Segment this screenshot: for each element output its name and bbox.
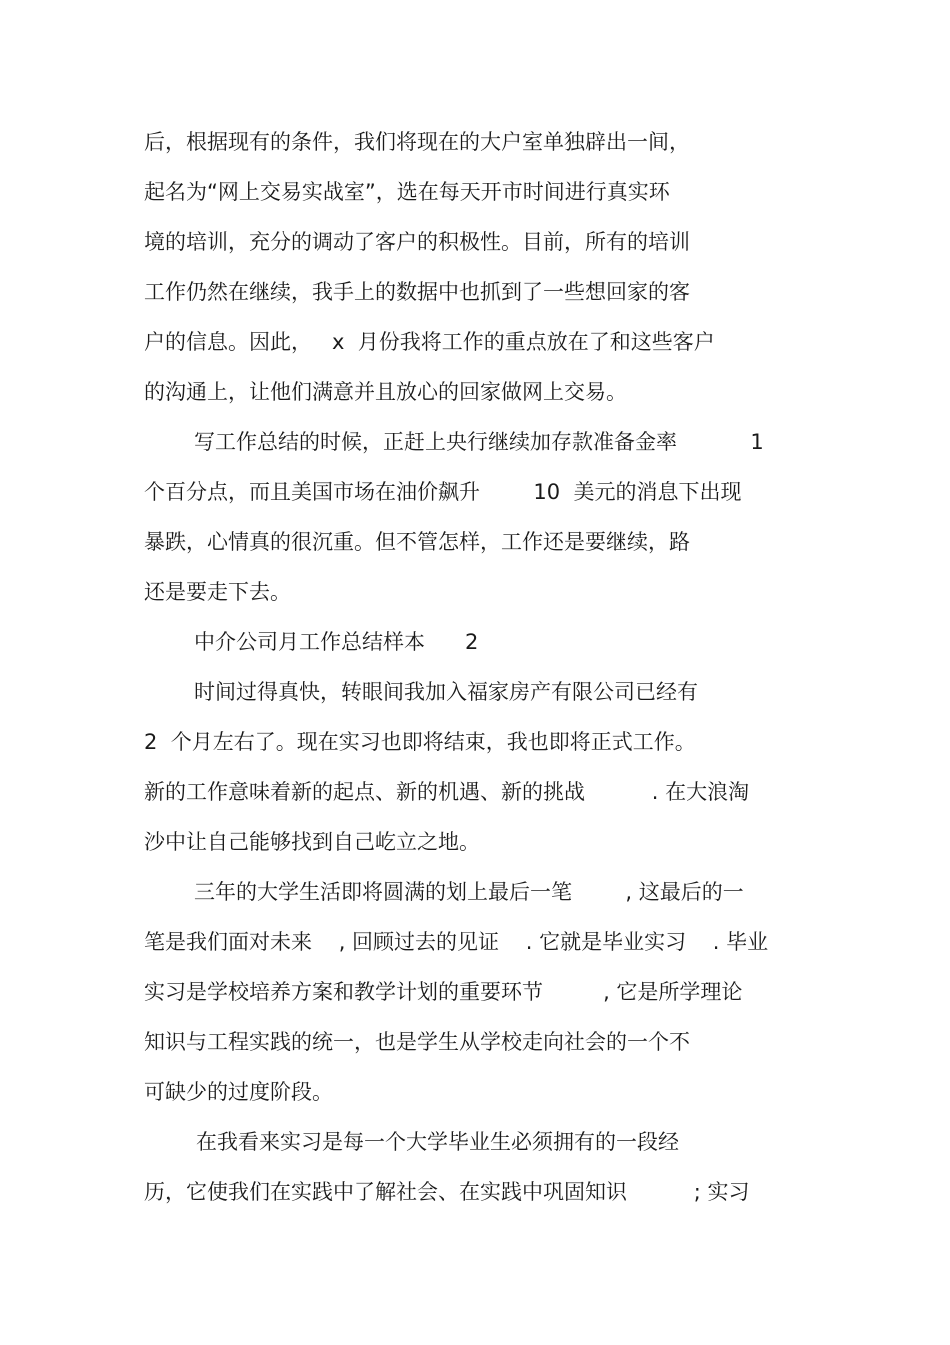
text-line-18: 实习是学校培养方案和教学计划的重要环节 , 它是所学理论 [144, 980, 743, 1004]
text-line-22: 历，它使我们在实践中了解社会、在实践中巩固知识 ; 实习 [144, 1180, 750, 1204]
text-line-10: 还是要走下去。 [144, 580, 291, 604]
text-line-12: 时间过得真快，转眼间我加入福家房产有限公司已经有 [194, 680, 698, 704]
text-line-13: 2 个月左右了。现在实习也即将结束，我也即将正式工作。 [144, 730, 696, 754]
text-line-21: 在我看来实习是每一个大学毕业生必须拥有的一段经 [196, 1130, 679, 1154]
text-line-19: 知识与工程实践的统一，也是学生从学校走向社会的一个不 [144, 1030, 690, 1054]
text-line-15: 沙中让自己能够找到自己屹立之地。 [144, 830, 480, 854]
text-line-1: 后，根据现有的条件，我们将现在的大户室单独辟出一间， [144, 130, 690, 154]
text-line-9: 暴跌，心情真的很沉重。但不管怎样，工作还是要继续，路 [144, 530, 690, 554]
text-line-14: 新的工作意味着新的起点、新的机遇、新的挑战 . 在大浪淘 [144, 780, 750, 804]
text-line-6: 的沟通上，让他们满意并且放心的回家做网上交易。 [144, 380, 627, 404]
text-line-16: 三年的大学生活即将圆满的划上最后一笔 , 这最后的一 [194, 880, 744, 904]
section-heading: 中介公司月工作总结样本 2 [194, 630, 479, 654]
text-line-3: 境的培训，充分的调动了客户的积极性。目前，所有的培训 [144, 230, 690, 254]
text-line-4: 工作仍然在继续，我手上的数据中也抓到了一些想回家的客 [144, 280, 690, 304]
text-line-20: 可缺少的过度阶段。 [144, 1080, 333, 1104]
text-line-7: 写工作总结的时候，正赶上央行继续加存款准备金率 1 [194, 430, 764, 454]
text-line-8: 个百分点，而且美国市场在油价飙升 10 美元的消息下出现 [144, 480, 742, 504]
text-line-17: 笔是我们面对未来 , 回顾过去的见证 . 它就是毕业实习 . 毕业 [144, 930, 769, 954]
text-line-2: 起名为“网上交易实战室”，选在每天开市时间进行真实环 [144, 180, 670, 204]
text-line-5: 户的信息。因此， x 月份我将工作的重点放在了和这些客户 [144, 330, 715, 354]
